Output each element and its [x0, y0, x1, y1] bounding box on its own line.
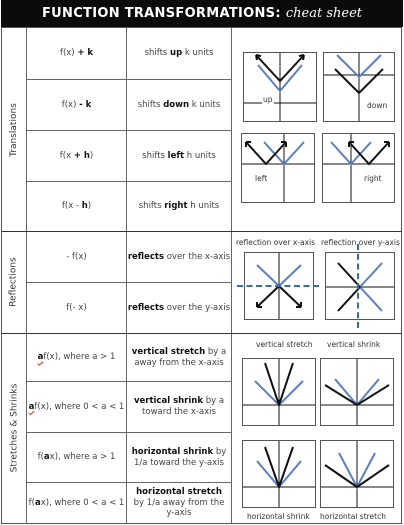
graph-hstretch: [320, 440, 394, 508]
graph-vshrink: [320, 358, 394, 426]
dashed-y-axis: [357, 244, 359, 328]
expr-left: f(x + h): [59, 150, 94, 161]
graph-hshrink: [242, 440, 316, 508]
desc-right: shifts right h units: [138, 201, 220, 212]
desc-hstretch: horizontal stretch by 1/a away from the y-axis: [133, 487, 225, 519]
graph-vstretch: [242, 358, 316, 426]
caption-hstretch: horizontal stretch: [320, 512, 386, 521]
label-up: up: [263, 95, 273, 104]
graph-reflect-y: [325, 252, 395, 320]
desc-down: shifts down k units: [137, 99, 221, 110]
expr-vstretch: af(x), where a > 1: [37, 352, 116, 363]
dashed-x-axis: [237, 285, 319, 287]
desc-vshrink: vertical shrink by a toward the x-axis: [133, 396, 225, 417]
graph-up: [243, 52, 317, 122]
title-main: FUNCTION TRANSFORMATIONS:: [41, 6, 281, 21]
graph-right: [322, 133, 395, 203]
title-bar: [1, 0, 403, 27]
caption-reflect-x: reflection over x-axis: [236, 238, 316, 247]
caption-hshrink: horizontal shrink: [247, 512, 310, 521]
section-reflections: Reflections: [9, 257, 20, 307]
expr-hshrink: f(ax), where a > 1: [37, 452, 116, 463]
expr-reflect-y: f(- x): [66, 302, 87, 313]
expr-reflect-x: - f(x): [66, 251, 87, 262]
label-right: right: [364, 174, 382, 183]
caption-vshrink: vertical shrink: [327, 340, 381, 349]
desc-reflect-y: reflects over the y-axis: [127, 302, 231, 313]
caption-vstretch: vertical stretch: [256, 340, 313, 349]
expr-hstretch: f(ax), where 0 < a < 1: [28, 497, 125, 508]
section-stretches: Stretches & Shrinks: [9, 383, 19, 473]
title-script: cheat sheet: [285, 6, 363, 21]
section-translations: Translations: [9, 102, 20, 157]
expr-right: f(x - h): [61, 201, 92, 212]
expr-down: f(x) - k: [61, 99, 92, 110]
caption-reflect-y: reflection over y-axis: [321, 238, 400, 247]
graph-down: [323, 52, 395, 122]
desc-vstretch: vertical stretch by a away from the x-axis: [131, 346, 227, 368]
expr-up: f(x) + k: [59, 48, 94, 59]
desc-left: shifts left h units: [142, 150, 216, 161]
desc-reflect-x: reflects over the x-axis: [127, 251, 231, 262]
label-left: left: [255, 174, 268, 183]
graph-left: [241, 133, 315, 203]
expr-vshrink: af(x), where 0 < a < 1: [28, 401, 125, 412]
desc-up: shifts up k units: [144, 48, 214, 59]
label-down: down: [367, 101, 388, 110]
desc-hshrink: horizontal shrink by 1/a toward the y-axis: [131, 446, 227, 468]
